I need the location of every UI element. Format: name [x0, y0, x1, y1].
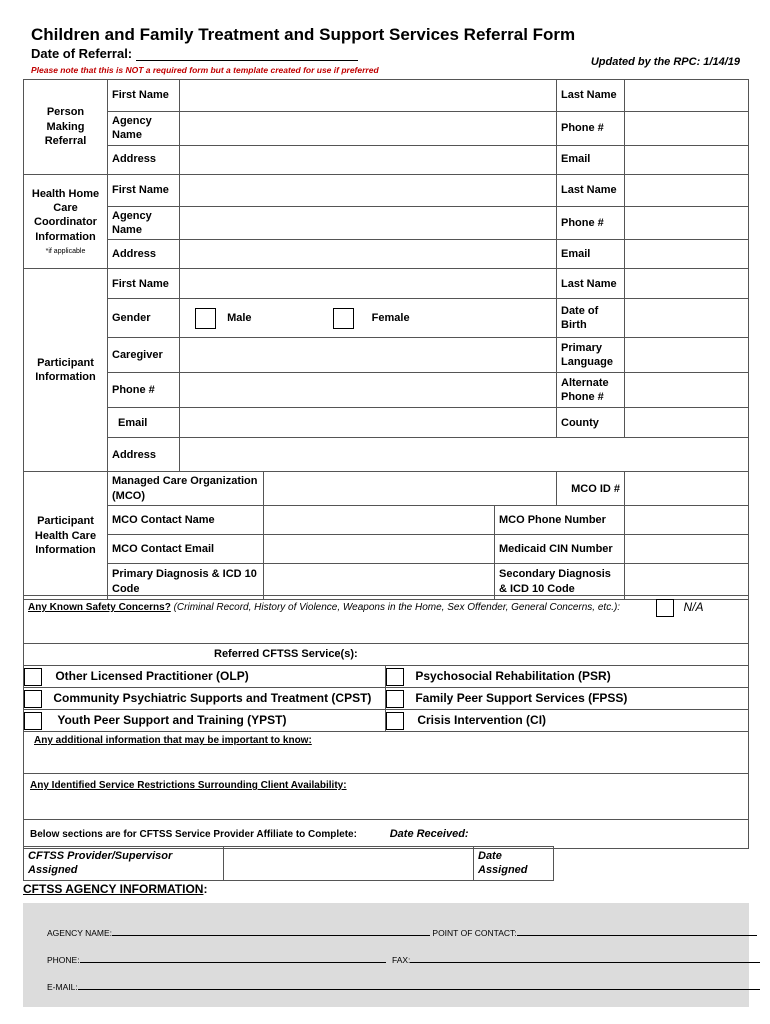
- label-p-address: Address: [108, 438, 180, 472]
- checkbox-cpst[interactable]: [24, 690, 42, 708]
- label-mco: Managed Care Organization (MCO): [108, 472, 264, 506]
- field-p-email[interactable]: [180, 408, 557, 438]
- checkbox-na[interactable]: [656, 599, 674, 617]
- section-person-referral: Person Making Referral: [24, 80, 108, 175]
- label-hh-email: Email: [557, 240, 625, 269]
- label-p-phone: Phone #: [108, 373, 180, 408]
- service-ci[interactable]: [386, 710, 749, 732]
- checkbox-female[interactable]: [333, 308, 354, 329]
- label-gender: Gender: [108, 299, 180, 338]
- field-first-name[interactable]: [180, 80, 557, 112]
- label-cpst: Community Psychiatric Supports and Treatment (CPST): [53, 690, 372, 705]
- label-email: Email: [557, 145, 625, 174]
- field-p-phone[interactable]: [180, 373, 557, 408]
- field-phone[interactable]: [625, 112, 749, 146]
- checkbox-ypst[interactable]: [24, 712, 42, 730]
- field-hh-phone[interactable]: [625, 206, 749, 240]
- lower-table: [23, 595, 749, 849]
- agency-info-box: [23, 903, 749, 1007]
- field-dob[interactable]: [625, 299, 749, 338]
- label-na: N/A: [683, 599, 704, 614]
- label-fpss: Family Peer Support Services (FPSS): [415, 690, 628, 705]
- email-field[interactable]: [78, 981, 760, 990]
- field-p-first-name[interactable]: [180, 269, 557, 299]
- below-sections-label: Below sections are for CFTSS Service Provider Affiliate to Complete:: [30, 828, 357, 840]
- section-participant: Participant Information: [24, 269, 108, 472]
- label-primary-language: Primary Language: [557, 338, 625, 373]
- label-hh-last-name: Last Name: [557, 174, 625, 206]
- service-psr[interactable]: [386, 666, 749, 688]
- agency-heading: [23, 882, 207, 896]
- agency-name-label: AGENCY NAME:: [47, 928, 113, 938]
- field-mco[interactable]: [264, 472, 557, 506]
- field-email[interactable]: [625, 145, 749, 174]
- label-county: County: [557, 408, 625, 438]
- label-agency-name: Agency Name: [108, 112, 180, 146]
- agency-row-3: [47, 981, 760, 992]
- template-note: Please note that this is NOT a required form but a template created for use if preferred: [31, 65, 379, 75]
- field-caregiver[interactable]: [180, 338, 557, 373]
- checkbox-male[interactable]: [195, 308, 216, 329]
- date-assigned-field[interactable]: [554, 847, 749, 881]
- label-mco-phone: MCO Phone Number: [495, 506, 625, 535]
- label-female: Female: [371, 312, 410, 325]
- checkbox-olp[interactable]: [24, 668, 42, 686]
- label-mco-id: MCO ID #: [557, 472, 625, 506]
- label-p-email: Email: [108, 408, 180, 438]
- field-mco-phone[interactable]: [625, 506, 749, 535]
- agency-heading-text: CFTSS AGENCY INFORMATION: [23, 882, 204, 896]
- label-address: Address: [108, 145, 180, 174]
- field-p-last-name[interactable]: [625, 269, 749, 299]
- field-hh-agency-name[interactable]: [180, 206, 557, 240]
- label-male: Male: [227, 312, 252, 325]
- field-primary-language[interactable]: [625, 338, 749, 373]
- date-of-referral-field[interactable]: [136, 49, 358, 61]
- label-secondary-dx: Secondary Diagnosis & ICD 10 Code: [495, 564, 625, 600]
- label-caregiver: Caregiver: [108, 338, 180, 373]
- field-hh-address[interactable]: [180, 240, 557, 269]
- label-medicaid-cin: Medicaid CIN Number: [495, 535, 625, 564]
- service-olp[interactable]: [24, 666, 386, 688]
- phone-label: PHONE:: [47, 955, 80, 965]
- provider-section-row: [24, 820, 749, 849]
- field-p-address[interactable]: [180, 438, 749, 472]
- field-county[interactable]: [625, 408, 749, 438]
- services-header: Referred CFTSS Service(s):: [24, 644, 749, 666]
- agency-row-2: [47, 954, 760, 965]
- label-p-first-name: First Name: [108, 269, 180, 299]
- label-primary-dx: Primary Diagnosis & ICD 10 Code: [108, 564, 264, 600]
- phone-field[interactable]: [80, 954, 386, 963]
- label-p-last-name: Last Name: [557, 269, 625, 299]
- restrictions-field[interactable]: [24, 774, 749, 820]
- supervisor-label: CFTSS Provider/Supervisor Assigned: [24, 847, 224, 881]
- date-assigned-label: Date Assigned: [474, 847, 554, 881]
- label-mco-contact-email: MCO Contact Email: [108, 535, 264, 564]
- label-psr: Psychosocial Rehabilitation (PSR): [415, 668, 611, 683]
- fax-label: FAX:: [391, 955, 411, 965]
- label-dob: Date of Birth: [557, 299, 625, 338]
- agency-row-1: [47, 927, 757, 938]
- section-health-care: Participant Health Care Information: [24, 472, 108, 600]
- field-agency-name[interactable]: [180, 112, 557, 146]
- if-applicable-note: *if applicable: [45, 247, 86, 255]
- restrictions-label: Any Identified Service Restrictions Surrounding Client Availability:: [30, 780, 347, 791]
- date-of-referral-label: Date of Referral:: [31, 46, 133, 61]
- label-hh-agency-name: Agency Name: [108, 206, 180, 240]
- field-mco-contact-name[interactable]: [264, 506, 495, 535]
- email-label: E-MAIL:: [47, 982, 78, 992]
- field-hh-first-name[interactable]: [180, 174, 557, 206]
- label-mco-contact-name: MCO Contact Name: [108, 506, 264, 535]
- label-ci: Crisis Intervention (CI): [417, 712, 547, 727]
- label-phone: Phone #: [557, 112, 625, 146]
- field-mco-contact-email[interactable]: [264, 535, 495, 564]
- label-olp: Other Licensed Practitioner (OLP): [55, 668, 249, 683]
- safety-label: Any Known Safety Concerns?: [28, 602, 171, 613]
- label-alt-phone: Alternate Phone #: [557, 373, 625, 408]
- checkbox-psr[interactable]: [386, 668, 404, 686]
- label-hh-phone: Phone #: [557, 206, 625, 240]
- field-mco-id[interactable]: [625, 472, 749, 506]
- section-health-home: Health Home Care Coordinator Information *if applicable: [24, 174, 108, 269]
- service-ypst[interactable]: [24, 710, 386, 732]
- label-last-name: Last Name: [557, 80, 625, 112]
- supervisor-field[interactable]: [224, 847, 474, 881]
- gender-options: [180, 299, 557, 338]
- label-first-name: First Name: [108, 80, 180, 112]
- date-of-referral: [31, 46, 358, 61]
- field-last-name[interactable]: [625, 80, 749, 112]
- safety-concerns-row[interactable]: [24, 596, 749, 644]
- field-address[interactable]: [180, 145, 557, 174]
- agency-heading-colon: :: [203, 882, 208, 896]
- label-hh-address: Address: [108, 240, 180, 269]
- safety-detail: (Criminal Record, History of Violence, Weapons in the Home, Sex Offender, General Concerns, etc.):: [173, 602, 621, 613]
- date-received-label: Date Received:: [389, 827, 469, 840]
- referral-table: [23, 79, 749, 600]
- service-cpst[interactable]: [24, 688, 386, 710]
- point-of-contact-field[interactable]: [517, 927, 757, 936]
- field-hh-last-name[interactable]: [625, 174, 749, 206]
- additional-info-label: Any additional information that may be important to know:: [34, 735, 312, 746]
- checkbox-fpss[interactable]: [386, 690, 404, 708]
- point-of-contact-label: POINT OF CONTACT:: [432, 928, 517, 938]
- label-hh-first-name: First Name: [108, 174, 180, 206]
- field-alt-phone[interactable]: [625, 373, 749, 408]
- field-hh-email[interactable]: [625, 240, 749, 269]
- label-ypst: Youth Peer Support and Training (YPST): [57, 712, 287, 727]
- fax-field[interactable]: [410, 954, 760, 963]
- service-fpss[interactable]: [386, 688, 749, 710]
- form-title: Children and Family Treatment and Support Services Referral Form: [31, 25, 576, 44]
- checkbox-ci[interactable]: [386, 712, 404, 730]
- agency-name-field[interactable]: [112, 927, 430, 936]
- updated-date: Updated by the RPC: 1/14/19: [590, 56, 740, 68]
- additional-info-field[interactable]: [24, 732, 749, 774]
- field-medicaid-cin[interactable]: [625, 535, 749, 564]
- provider-table: [23, 846, 749, 881]
